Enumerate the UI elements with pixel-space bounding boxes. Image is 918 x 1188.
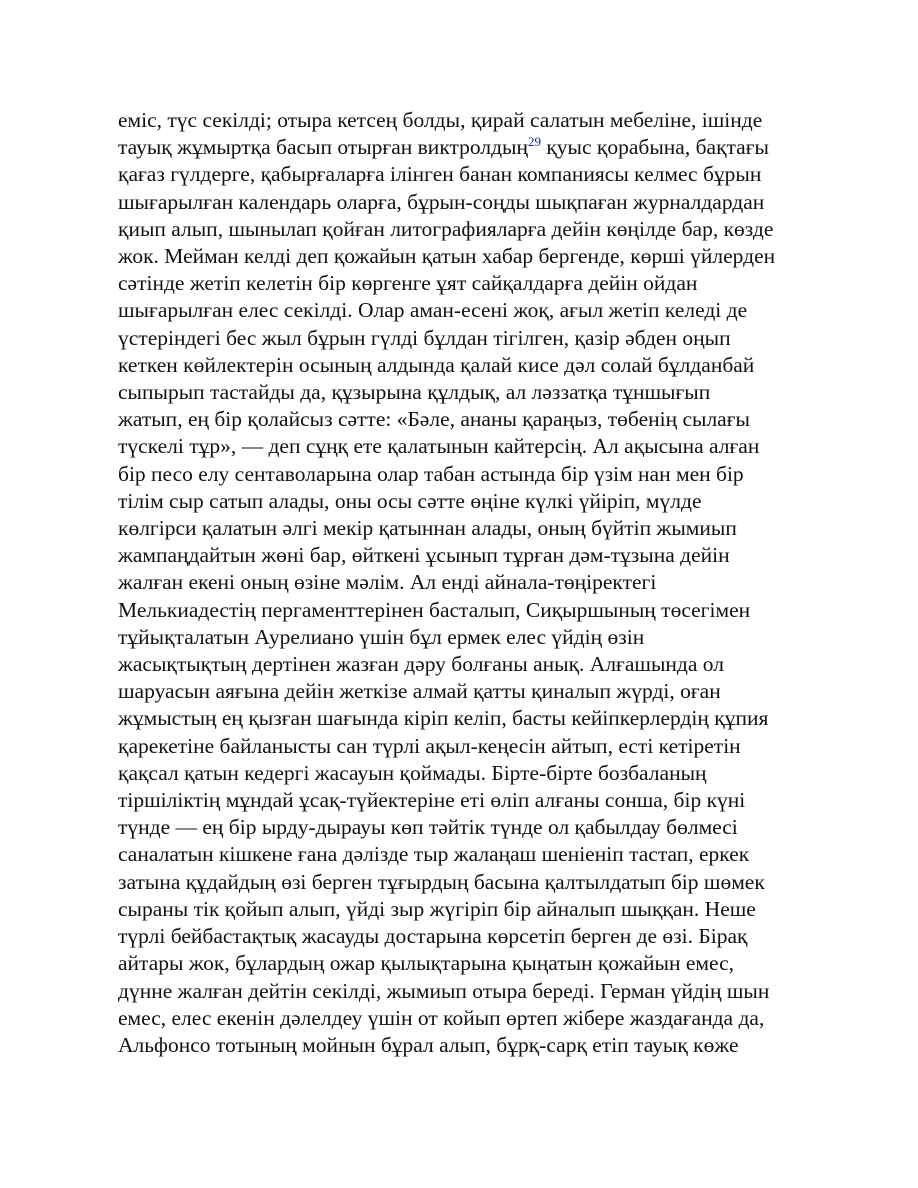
text-line-24: қарекетіне байланысты сан түрлі ақыл-кеңесін айтып, есті кетіретін [118,733,741,758]
text-line-35: Альфонсо тотының мойнын бұрал алып, бұрқ-сарқ етіп тауық көже [118,1032,739,1057]
text-line-9: үстеріндегі бес жыл бұрын гүлді бұлдан тігілген, қазір әбден оңып [118,325,731,350]
text-line-1: еміс, түс секілді; отыра кетсең болды, қирай салатын мебеліне, ішінде [118,108,763,132]
text-line-25: қақсал қатын кедергі жасауын қоймады. Бірте-бірте бозбаланың [118,760,707,785]
text-line-11: сыпырып тастайды да, құзырына құлдық, ал ләззатқа тұншығып [118,380,711,405]
text-line-12: жатып, ең бір қолайсыз сәтте: «Бәле, ананы қараңыз, төбенің сылағы [118,407,750,432]
text-line-30: сыраны тік қойып алып, үйді зыр жүгіріп бір айналып шыққан. Неше [118,896,756,921]
text-line-20: тұйықталатын Аурелиано үшін бұл ермек елес үйдің өзін [118,624,645,649]
text-line-22: шаруасын аяғына дейін жеткізе алмай қатты қиналып жүрді, оған [118,679,721,704]
text-line-2 [118,134,808,161]
text-line-34: емес, елес екенін дәлелдеу үшін от койып өртеп жібере жаздағанда да, [118,1005,765,1030]
text-line-28: саналатын кішкене ғана дәлізде тыр жалаңаш шеніеніп тастап, еркек [118,842,750,867]
text-line-4: шығарылған календарь оларға, бұрын-соңды шықпаған журналдардан [118,189,765,214]
footnote-link[interactable]: 29 [527,134,541,150]
text-line-21: жасықтықтың дертінен жазған дәру болғаны анық. Алғашында ол [118,652,724,677]
text-line-6: жок. Мейман келді деп қожайын қатын хабар бергенде, көрші үйлерден [118,244,776,269]
text-line-31: түрлі бейбастақтық жасауды достарына көрсетіп берген де өзі. Бірақ [118,924,748,949]
text-line-33: дүнне жалған дейтін секілді, жымиып отыра береді. Герман үйдің шын [118,978,770,1003]
text-line-2-head: тауық жұмыртқа басып отырған виктролдың [118,135,528,160]
text-line-29: затына құдайдың өзі берген тұғырдың басына қалтылдатып бір шөмек [118,869,765,894]
text-line-27: түнде — ең бір ырду-дырауы көп тәйтік түнде ол қабылдау бөлмесі [118,815,738,840]
text-line-26: тіршіліктің мұндай ұсақ-түйектеріне еті өліп алғаны сонша, бір күні [118,788,746,813]
text-line-10: кеткен көйлектерін осының алдында қалай кисе дәл солай бұлданбай [118,352,755,377]
text-line-7: сәтінде жетіп келетін бір көргенге ұят сайқалдарға дейін ойдан [118,271,698,296]
text-line-13: түскелі тұр», — деп сұңқ ете қалатынын кайтерсің. Ал ақысына алған [118,434,760,459]
text-line-16: көлгірси қалатын әлгі мекір қатыннан алады, оның бүйтіп жымиып [118,516,737,541]
text-line-14: бір песо елу сентаволарына олар табан астында бір үзім нан мен бір [118,461,744,486]
text-line-19: Мелькиадестің пергаменттерінен басталып, Сиқыршының төсегімен [118,597,751,622]
text-line-15: тілім сыр сатып алады, оны осы сәтте өңіне күлкі үйіріп, мүлде [118,488,702,513]
text-line-5: қиып алып, шынылап қойған литографияларға дейін көңілде бар, көзде [118,216,774,241]
text-line-23: жұмыстың ең қызған шағында кіріп келіп, басты кейіпкерлердің құпия [118,706,769,731]
text-line-8: шығарылған елес секілді. Олар аман-есені жоқ, ағыл жетіп келеді де [118,298,748,323]
text-line-32: айтары жок, бұлардың ожар қылықтарына қыңатын қожайын емес, [118,951,734,976]
text-line-18: жалған екені оның өзіне мәлім. Ал енді айнала-төңіректегі [118,570,657,595]
text-line-2-tail: қуыс қорабына, бақтағы [540,135,769,160]
text-line-17: жампаңдайтын жөні бар, өйткені ұсынып тұрған дәм-тұзына дейін [118,543,730,568]
body-text [118,107,808,1059]
text-line-3: қағаз гүлдерге, қабырғаларға ілінген банан компаниясы келмес бұрын [118,162,762,187]
